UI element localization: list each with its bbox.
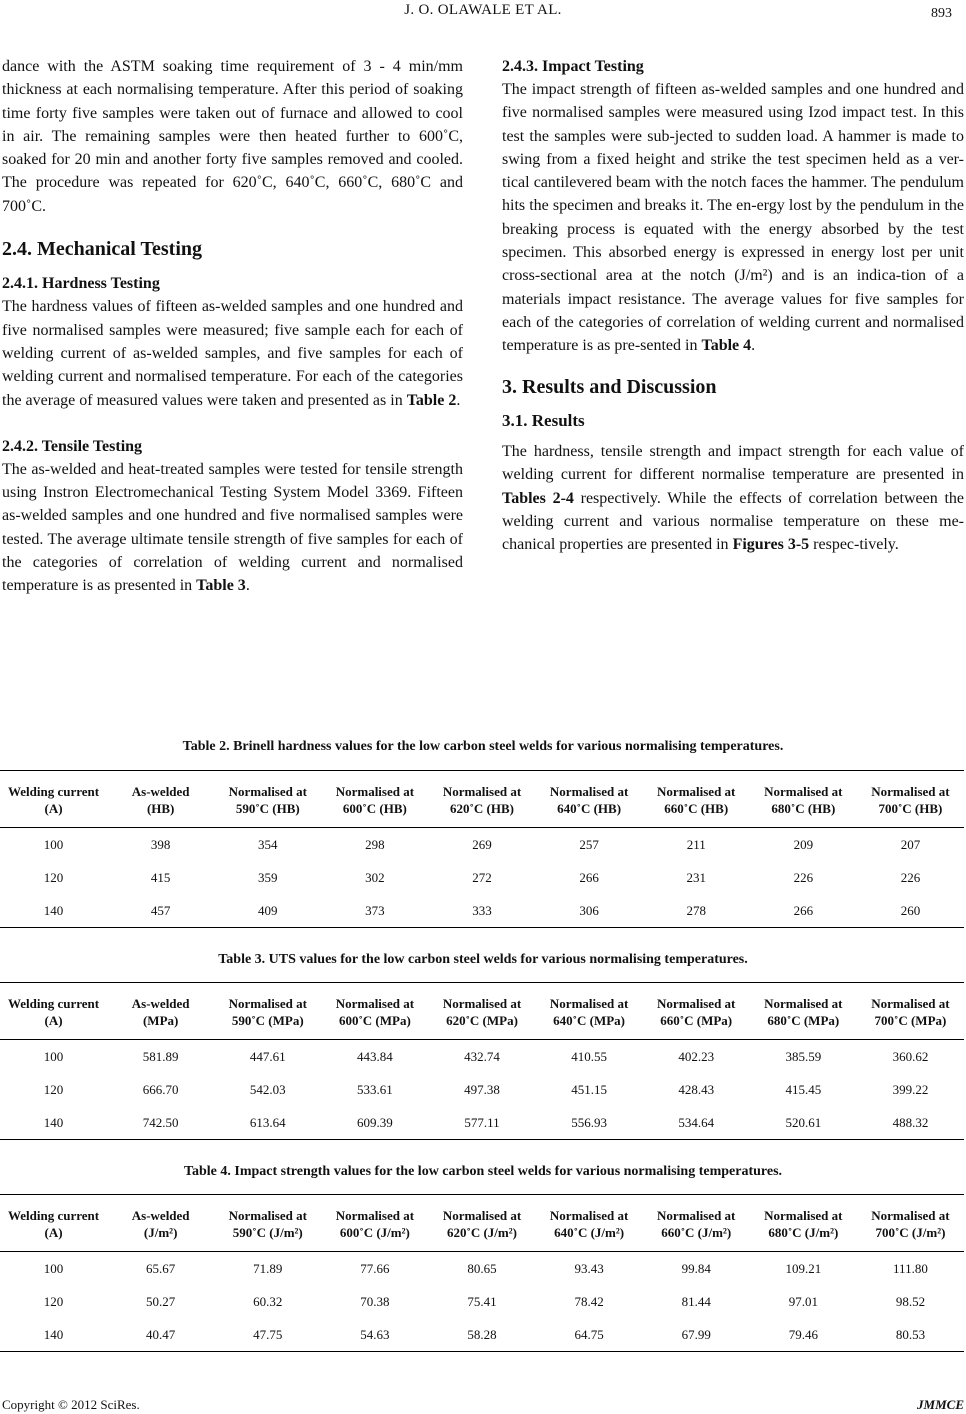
table4-impact-strength xyxy=(0,1194,964,1352)
column-header-line: (MPa) xyxy=(142,1013,179,1028)
column-header-line: Normalised at xyxy=(228,1208,307,1223)
table-reference: Tables 2-4 xyxy=(502,489,574,507)
column-header-line: Normalised at xyxy=(442,996,522,1011)
table-cell: 231 xyxy=(686,869,706,885)
text-span: . xyxy=(456,391,461,409)
paragraph-soaking: dance with the ASTM soaking time requirement of 3 - 4 min/mm thickness at each normalising temperature. After this period of soaking time forty five samples were taken out of furnace and allowed to cool in air. The remaining samples were then heated further to 600˚C, soaked for 20 min and another forty five samples removed and cooled. The procedure was repeated for 620˚C, 640˚C, 660˚C, 680˚C and 700˚C. xyxy=(2,58,463,215)
copyright-notice: Copyright © 2012 SciRes. xyxy=(2,1397,140,1412)
column-header-line: (HB) xyxy=(146,801,175,816)
column-header-line: 590˚C (J/m²) xyxy=(232,1225,303,1240)
section-heading-mechanical-testing: 2.4. Mechanical Testing xyxy=(2,238,203,261)
table-cell: 428.43 xyxy=(678,1081,715,1097)
table-row xyxy=(0,1040,964,1074)
column-header xyxy=(750,1195,857,1252)
text-span: The hardness, tensile strength and impact strength for each value of welding current for different normalise temperature are presented in xyxy=(502,443,964,484)
column-header-line: As-welded xyxy=(131,996,190,1011)
column-header-line: (A) xyxy=(44,1013,63,1028)
table3-caption: Table 3. UTS values for the low carbon steel welds for various normalising temperatures. xyxy=(218,952,748,967)
table-header-row xyxy=(0,771,964,828)
table-cell: 257 xyxy=(579,836,599,852)
table-cell: 209 xyxy=(793,836,814,852)
page-number: 893 xyxy=(931,6,952,21)
column-header xyxy=(643,771,750,828)
column-header-line: Normalised at xyxy=(657,996,736,1011)
column-header xyxy=(321,983,428,1040)
table-cell: 70.38 xyxy=(360,1293,390,1309)
text-span: The as-welded and heat-treated samples were tested for tensile strength using Instron Electromechanical Testing System Model 3369. Fifteen as-welded samples and one hundred and five normalised samples were tested. The average ultimate tensile strength of five samples for each of the categories of correlation of welding current and normalised temperature is as presented in xyxy=(2,460,463,595)
column-header-line: Normalised at xyxy=(335,1208,415,1223)
column-header xyxy=(643,1195,750,1252)
column-header-line: Welding current xyxy=(7,1208,100,1223)
text-span: respec-tively. xyxy=(809,536,899,554)
text-span: The impact strength of fifteen as-welded samples and one hundred and five normalised samples were measured using Izod impact test. In this test the samples were sub-jected to sudden load. A hammer is made to swing from a fixed height and strike the test specimen held as a ver-tical cantilevered beam with the notch faces the hammer. The pendulum hits the specimen and breaks it. The en-ergy lost by the pendulum in the breaking process is equated with the energy absorbed by the test specimen. This absorbed energy is expressed in energy lost per unit cross-sectional area at the notch (J/m²) and is an indica-tion of a materials impact resistance. The average values for five samples for each of the categories of correlation of welding current and normalised temperature is as pre-sented in xyxy=(502,81,964,355)
column-header-line: 620˚C (J/m²) xyxy=(447,1225,517,1240)
column-header-line: 680˚C (J/m²) xyxy=(768,1225,839,1240)
right-column xyxy=(502,55,964,557)
column-header xyxy=(321,771,428,828)
table-cell: 432.74 xyxy=(464,1048,500,1064)
column-header-line: Normalised at xyxy=(549,784,629,799)
subsection-heading-results: 3.1. Results xyxy=(502,410,585,430)
table-cell: 613.64 xyxy=(214,1106,321,1140)
column-header-line: 590˚C (MPa) xyxy=(231,1013,304,1028)
table-cell: 398 xyxy=(150,836,171,852)
table-cell: 80.53 xyxy=(857,1318,964,1352)
table-cell: 97.01 xyxy=(788,1293,818,1309)
table-cell: 93.43 xyxy=(574,1260,604,1276)
table-row xyxy=(0,861,964,894)
table-cell: 272 xyxy=(472,869,492,885)
table-cell: 443.84 xyxy=(357,1048,393,1064)
column-header-line: 700˚C (J/m²) xyxy=(875,1225,946,1240)
column-header-line: Normalised at xyxy=(657,784,736,799)
column-header-line: 660˚C (J/m²) xyxy=(661,1225,732,1240)
column-header-line: 600˚C (MPa) xyxy=(338,1013,411,1028)
table-cell: 80.65 xyxy=(467,1260,497,1276)
table-cell: 77.66 xyxy=(360,1260,390,1276)
column-header-line: 600˚C (HB) xyxy=(342,801,407,816)
table-row xyxy=(0,828,964,862)
table-cell: 140 xyxy=(0,894,107,928)
table-row xyxy=(0,1106,964,1140)
column-header xyxy=(428,1195,535,1252)
column-header xyxy=(107,1195,214,1252)
table-cell: 60.32 xyxy=(253,1293,283,1309)
column-header xyxy=(428,771,535,828)
table-cell: 109.21 xyxy=(785,1260,822,1276)
paragraph-impact xyxy=(502,78,964,358)
table-cell: 140 xyxy=(0,1318,107,1352)
table-row xyxy=(0,894,964,928)
page-footer xyxy=(2,1397,964,1413)
column-header-line: Normalised at xyxy=(228,996,307,1011)
paragraph-hardness xyxy=(2,295,463,411)
table-cell: 50.27 xyxy=(146,1293,176,1309)
column-header-line: As-welded xyxy=(131,1208,190,1223)
table-cell: 556.93 xyxy=(536,1106,643,1140)
column-header-line: Normalised at xyxy=(549,996,629,1011)
text-span: . xyxy=(245,577,250,595)
text-span: . xyxy=(751,337,756,355)
table-cell: 211 xyxy=(686,836,706,852)
table-cell: 120 xyxy=(43,1081,64,1097)
table-cell: 457 xyxy=(107,894,214,928)
table-cell: 373 xyxy=(321,894,428,928)
table-cell: 266 xyxy=(579,869,599,885)
table-reference: Table 4 xyxy=(701,337,752,355)
column-header-line: 620˚C (MPa) xyxy=(446,1013,518,1028)
table-cell: 399.22 xyxy=(892,1081,929,1097)
column-header-line: Normalised at xyxy=(764,784,843,799)
table-cell: 54.63 xyxy=(321,1318,428,1352)
table-cell: 497.38 xyxy=(464,1081,500,1097)
table-cell: 79.46 xyxy=(750,1318,857,1352)
table-cell: 269 xyxy=(472,836,492,852)
table-cell: 359 xyxy=(258,869,278,885)
column-header xyxy=(536,983,643,1040)
table-cell: 447.61 xyxy=(249,1048,286,1064)
table-reference: Table 3 xyxy=(196,577,246,595)
column-header xyxy=(857,771,964,828)
table-cell: 742.50 xyxy=(107,1106,214,1140)
column-header xyxy=(750,771,857,828)
section-heading-results-discussion: 3. Results and Discussion xyxy=(502,375,717,398)
table-cell: 71.89 xyxy=(253,1260,283,1276)
table2-brinell-hardness xyxy=(0,770,964,928)
column-header-line: 660˚C (HB) xyxy=(664,801,729,816)
table-cell: 260 xyxy=(857,894,964,928)
column-header-line: Normalised at xyxy=(442,1208,522,1223)
table-cell: 120 xyxy=(43,1293,64,1309)
table-cell: 402.23 xyxy=(678,1048,715,1064)
running-title: J. O. OLAWALE ET AL. xyxy=(404,2,562,18)
table-cell: 67.99 xyxy=(643,1318,750,1352)
column-header-line: Normalised at xyxy=(335,996,415,1011)
table-cell: 534.64 xyxy=(643,1106,750,1140)
column-header-line: Normalised at xyxy=(549,1208,629,1223)
table-cell: 577.11 xyxy=(428,1106,535,1140)
column-header-line: As-welded xyxy=(131,784,190,799)
subsection-heading-tensile: 2.4.2. Tensile Testing xyxy=(2,437,143,455)
table-cell: 451.15 xyxy=(571,1081,607,1097)
table-cell: 100 xyxy=(43,1260,64,1276)
table-cell: 609.39 xyxy=(321,1106,428,1140)
table-cell: 415.45 xyxy=(785,1081,822,1097)
table-cell: 409 xyxy=(214,894,321,928)
column-header-line: 640˚C (J/m²) xyxy=(554,1225,625,1240)
column-header-line: 680˚C (HB) xyxy=(771,801,836,816)
table-cell: 75.41 xyxy=(467,1293,497,1309)
column-header-line: (A) xyxy=(44,801,63,816)
column-header-line: Normalised at xyxy=(657,1208,736,1223)
column-header xyxy=(214,771,321,828)
column-header xyxy=(750,983,857,1040)
page-header xyxy=(0,2,966,24)
table-cell: 333 xyxy=(428,894,535,928)
table-cell: 520.61 xyxy=(750,1106,857,1140)
table-cell: 111.80 xyxy=(893,1260,928,1276)
table-row xyxy=(0,1318,964,1352)
table-cell: 581.89 xyxy=(142,1048,179,1064)
table-cell: 100 xyxy=(43,836,64,852)
column-header xyxy=(107,771,214,828)
column-header-line: Normalised at xyxy=(871,784,950,799)
table-cell: 100 xyxy=(43,1048,64,1064)
table-cell: 410.55 xyxy=(571,1048,607,1064)
column-header-line: Normalised at xyxy=(871,996,950,1011)
column-header-line: Normalised at xyxy=(228,784,307,799)
table-cell: 58.28 xyxy=(428,1318,535,1352)
column-header xyxy=(857,983,964,1040)
table-cell: 542.03 xyxy=(249,1081,286,1097)
column-header-line: 600˚C (J/m²) xyxy=(339,1225,410,1240)
column-header xyxy=(536,771,643,828)
table-cell: 65.67 xyxy=(146,1260,176,1276)
table-cell: 140 xyxy=(0,1106,107,1140)
figure-reference: Figures 3-5 xyxy=(732,536,810,554)
table-cell: 278 xyxy=(643,894,750,928)
table-cell: 40.47 xyxy=(107,1318,214,1352)
text-span: The hardness values of fifteen as-welded samples and one hundred and five normalised samples were measured; five sample each for each of welding current of as-welded samples, and five samples for each of welding current and normalised temperature. For each of the categories the average of measured values were taken and presented as in xyxy=(2,298,463,409)
paragraph-results xyxy=(502,440,964,556)
table-cell: 98.52 xyxy=(895,1293,926,1309)
table2-caption: Table 2. Brinell hardness values for the low carbon steel welds for various normalising temperatures. xyxy=(182,739,784,754)
table-cell: 666.70 xyxy=(142,1081,179,1097)
table4-caption: Table 4. Impact strength values for the low carbon steel welds for various normalising temperatures. xyxy=(183,1164,783,1179)
table-header-row xyxy=(0,983,964,1040)
column-header-line: Normalised at xyxy=(442,784,522,799)
column-header-line: Normalised at xyxy=(764,996,843,1011)
column-header-line: Normalised at xyxy=(871,1208,950,1223)
column-header-line: 700˚C (HB) xyxy=(878,801,943,816)
table-cell: 306 xyxy=(536,894,643,928)
column-header xyxy=(321,1195,428,1252)
table-cell: 120 xyxy=(43,869,64,885)
table-cell: 360.62 xyxy=(892,1048,929,1064)
column-header xyxy=(428,983,535,1040)
table-reference: Table 2 xyxy=(406,391,457,409)
table-cell: 354 xyxy=(258,836,278,852)
table-cell: 207 xyxy=(900,836,921,852)
table-cell: 226 xyxy=(793,869,814,885)
table-cell: 226 xyxy=(900,869,921,885)
column-header xyxy=(214,1195,321,1252)
left-column xyxy=(2,55,463,598)
column-header-line: Normalised at xyxy=(335,784,415,799)
column-header-line: 700˚C (MPa) xyxy=(874,1013,947,1028)
column-header xyxy=(536,1195,643,1252)
table-cell: 385.59 xyxy=(785,1048,822,1064)
column-header xyxy=(857,1195,964,1252)
column-header xyxy=(0,771,107,828)
text-span: respectively. While the effects of correlation between the welding current and various normalise temperature on these me-chanical properties are presented in xyxy=(502,489,965,554)
table-cell: 64.75 xyxy=(536,1318,643,1352)
column-header xyxy=(0,1195,107,1252)
column-header xyxy=(214,983,321,1040)
table-cell: 47.75 xyxy=(214,1318,321,1352)
subsection-heading-impact: 2.4.3. Impact Testing xyxy=(502,58,644,75)
table-row xyxy=(0,1252,964,1286)
column-header xyxy=(643,983,750,1040)
column-header-line: 680˚C (MPa) xyxy=(767,1013,840,1028)
table-cell: 78.42 xyxy=(574,1293,604,1309)
table-cell: 81.44 xyxy=(681,1293,711,1309)
column-header-line: Welding current xyxy=(7,784,100,799)
table-row xyxy=(0,1073,964,1106)
table-header-row xyxy=(0,1195,964,1252)
journal-name: JMMCE xyxy=(917,1397,964,1412)
table-cell: 488.32 xyxy=(857,1106,964,1140)
column-header-line: Welding current xyxy=(7,996,100,1011)
subsection-heading-hardness: 2.4.1. Hardness Testing xyxy=(2,275,160,293)
column-header-line: 590˚C (HB) xyxy=(235,801,300,816)
table-cell: 298 xyxy=(365,836,385,852)
table-cell: 266 xyxy=(750,894,857,928)
column-header-line: Normalised at xyxy=(764,1208,843,1223)
column-header xyxy=(0,983,107,1040)
table3-uts xyxy=(0,982,964,1140)
column-header-line: (J/m²) xyxy=(143,1225,178,1240)
table-row xyxy=(0,1285,964,1318)
column-header-line: 640˚C (MPa) xyxy=(553,1013,626,1028)
column-header-line: 640˚C (HB) xyxy=(557,801,622,816)
table-cell: 99.84 xyxy=(681,1260,711,1276)
table-cell: 533.61 xyxy=(357,1081,393,1097)
paragraph-tensile xyxy=(2,458,463,598)
table-cell: 415 xyxy=(150,869,171,885)
column-header-line: (A) xyxy=(44,1225,63,1240)
column-header-line: 620˚C (HB) xyxy=(450,801,514,816)
column-header-line: 660˚C (MPa) xyxy=(660,1013,733,1028)
column-header xyxy=(107,983,214,1040)
table-cell: 302 xyxy=(365,869,385,885)
